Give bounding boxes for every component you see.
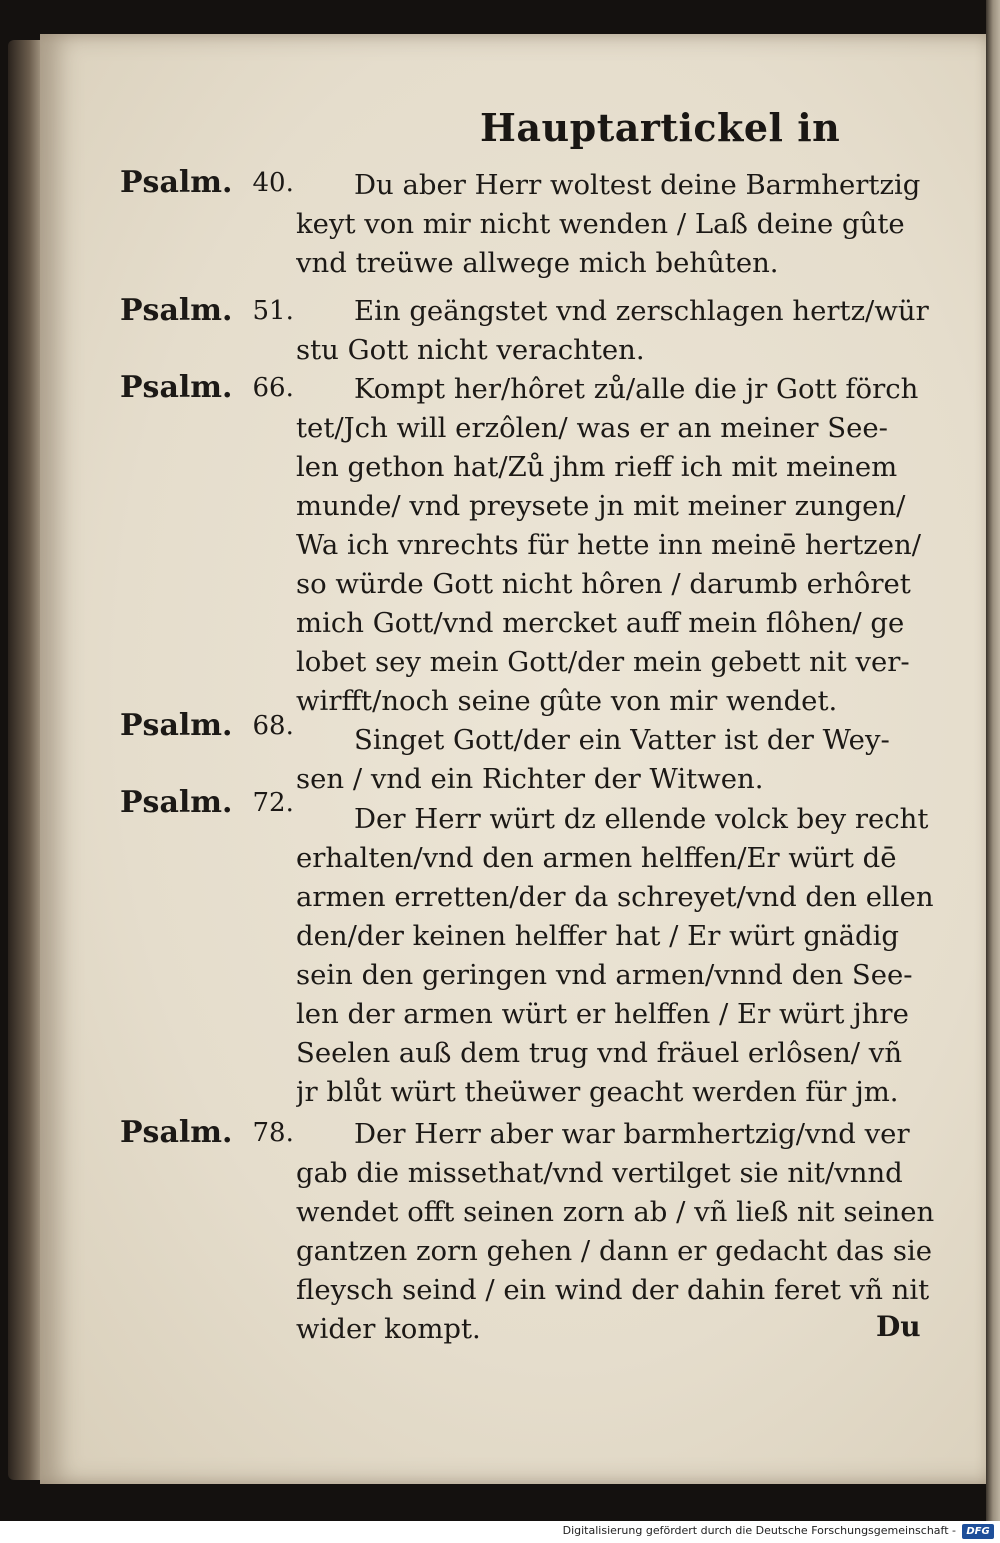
text-line: Der Herr würt dz ellende volck bey recht (354, 803, 929, 835)
text-line: vnd treüwe allwege mich behûten. (296, 247, 779, 279)
text-line: lobet sey mein Gott/der mein gebett nit ver- (296, 646, 910, 678)
catchword: Du (876, 1310, 921, 1343)
psalm-label: Psalm. (120, 370, 233, 405)
text-line: Kompt her/hôret zů/alle die jr Gott förch (354, 373, 919, 405)
text-line: Singet Gott/der ein Vatter ist der Wey- (354, 724, 890, 756)
psalm-reference (120, 785, 320, 820)
text-line: Du aber Herr woltest deine Barmhertzig (354, 169, 921, 201)
psalm-text-block (296, 292, 966, 370)
text-line: gantzen zorn gehen / dann er gedacht das sie (296, 1235, 933, 1267)
psalm-number: 68. (252, 711, 294, 741)
text-line: wirfft/noch seine gûte von mir wendet. (296, 685, 838, 717)
text-line: so würde Gott nicht hôren / darumb erhôret (296, 568, 911, 600)
text-line: munde/ vnd preysete jn mit meiner zungen/ (296, 490, 906, 522)
psalm-reference (120, 293, 320, 328)
running-head: Hauptartickel in (480, 105, 841, 150)
psalm-label: Psalm. (120, 1115, 233, 1150)
psalm-number: 66. (252, 373, 294, 403)
text-line: mich Gott/vnd mercket auff mein flôhen/ ge (296, 607, 905, 639)
psalm-reference (120, 1115, 320, 1150)
psalm-text-block (296, 800, 966, 1112)
next-page-edge (986, 0, 1000, 1521)
text-line: Der Herr aber war barmhertzig/vnd ver (354, 1118, 910, 1150)
funding-credit: Digitalisierung gefördert durch die Deutsche Forschungsgemeinschaft - (562, 1524, 956, 1537)
dfg-logo: DFG (962, 1524, 994, 1539)
text-line: wider kompt. (296, 1313, 481, 1345)
psalm-number: 40. (252, 168, 294, 198)
text-line: fleysch seind / ein wind der dahin feret vñ nit (296, 1274, 930, 1306)
psalm-text-block (296, 166, 966, 283)
psalm-label: Psalm. (120, 293, 233, 328)
psalm-text-block (296, 721, 966, 799)
psalm-label: Psalm. (120, 165, 233, 200)
text-line: Ein geängstet vnd zerschlagen hertz/wür (354, 295, 929, 327)
text-line: erhalten/vnd den armen helffen/Er würt dē (296, 842, 897, 874)
text-line: jr blůt würt theüwer geacht werden für jm. (296, 1076, 899, 1108)
text-line: keyt von mir nicht wenden / Laß deine gûte (296, 208, 905, 240)
psalm-label: Psalm. (120, 708, 233, 743)
psalm-number: 72. (252, 788, 294, 818)
psalm-reference (120, 165, 320, 200)
text-line: sen / vnd ein Richter der Witwen. (296, 763, 764, 795)
digitization-footer (0, 1521, 1000, 1543)
text-line: Seelen auß dem trug vnd fräuel erlôsen/ vñ (296, 1037, 903, 1069)
psalm-text-block (296, 1115, 966, 1349)
text-line: stu Gott nicht verachten. (296, 334, 645, 366)
psalm-text-block (296, 370, 966, 721)
text-line: Wa ich vnrechts für hette inn meinē hertzen/ (296, 529, 921, 561)
psalm-label: Psalm. (120, 785, 233, 820)
text-line: den/der keinen helffer hat / Er würt gnädig (296, 920, 900, 952)
psalm-number: 78. (252, 1118, 294, 1148)
text-line: len der armen würt er helffen / Er würt jhre (296, 998, 909, 1030)
psalm-number: 51. (252, 296, 294, 326)
psalm-reference (120, 708, 320, 743)
text-line: sein den geringen vnd armen/vnnd den See- (296, 959, 913, 991)
text-line: len gethon hat/Zů jhm rieff ich mit meinem (296, 451, 898, 483)
text-line: tet/Jch will erzôlen/ was er an meiner See- (296, 412, 888, 444)
text-line: armen erretten/der da schreyet/vnd den ellen (296, 881, 934, 913)
text-line: wendet offt seinen zorn ab / vñ ließ nit seinen (296, 1196, 935, 1228)
text-line: gab die missethat/vnd vertilget sie nit/vnnd (296, 1157, 903, 1189)
psalm-reference (120, 370, 320, 405)
